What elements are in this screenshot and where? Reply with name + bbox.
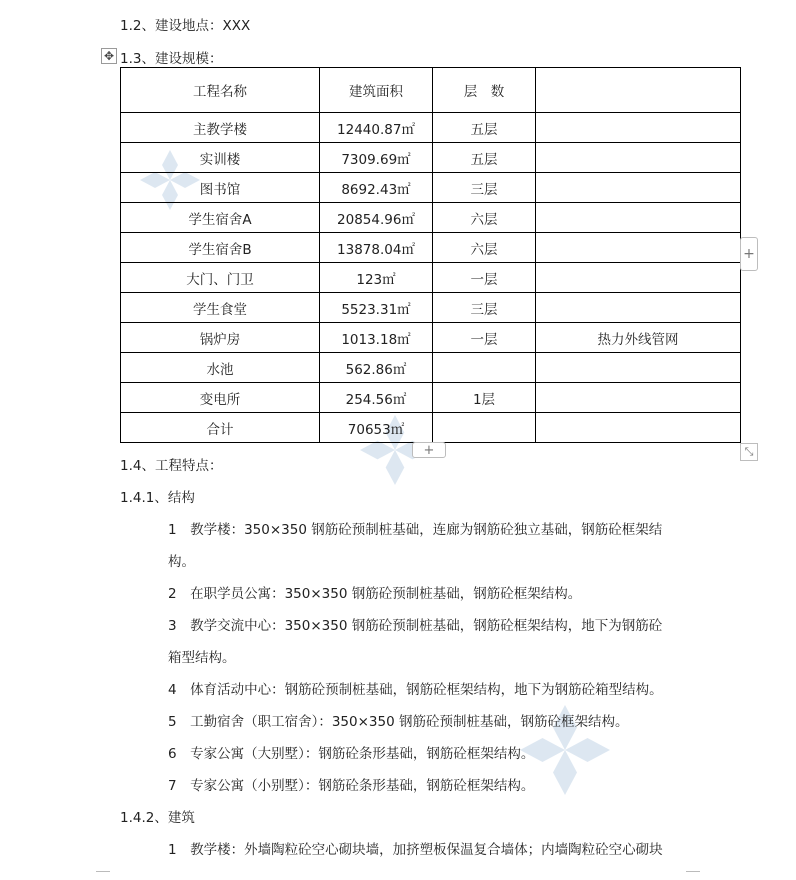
cell-floors[interactable]: 五层 [433,113,536,143]
cell-note[interactable] [536,413,741,443]
cell-name[interactable]: 实训楼 [121,143,320,173]
structure-item: 构。 [168,554,195,570]
structure-item: 7 专家公寓（小别墅）：钢筋砼条形基础，钢筋砼框架结构。 [168,778,535,794]
cell-name[interactable]: 合计 [121,413,320,443]
add-row-plus-icon[interactable]: + [412,442,446,458]
cell-floors[interactable]: 六层 [433,203,536,233]
table-row [121,383,741,413]
add-column-plus-icon[interactable]: + [740,237,758,271]
cell-area[interactable]: 1013.18㎡ [320,323,433,353]
header-floors[interactable]: 层 数 [433,68,536,113]
table-row [121,353,741,383]
cell-note[interactable] [536,293,741,323]
structure-item: 4 体育活动中心：钢筋砼预制桩基础，钢筋砼框架结构，地下为钢筋砼箱型结构。 [168,682,663,698]
table-row [121,173,741,203]
cell-floors[interactable]: 五层 [433,143,536,173]
cell-note[interactable] [536,263,741,293]
table-row [121,323,741,353]
header-name[interactable]: 工程名称 [121,68,320,113]
header-area[interactable]: 建筑面积 [320,68,433,113]
cell-note[interactable] [536,383,741,413]
cell-area[interactable]: 254.56㎡ [320,383,433,413]
cell-name[interactable]: 大门、门卫 [121,263,320,293]
cell-floors[interactable] [433,353,536,383]
cell-note[interactable] [536,113,741,143]
architecture-item: 1 教学楼：外墙陶粒砼空心砌块墙，加挤塑板保温复合墙体；内墙陶粒砼空心砌块 [168,842,663,858]
cell-floors[interactable]: 一层 [433,263,536,293]
cell-name[interactable]: 图书馆 [121,173,320,203]
scale-table [120,67,741,443]
table-row [121,143,741,173]
cell-name[interactable]: 水池 [121,353,320,383]
cell-name[interactable]: 变电所 [121,383,320,413]
cell-area[interactable]: 562.86㎡ [320,353,433,383]
resize-icon[interactable]: ⤡ [740,443,758,461]
cell-name[interactable]: 学生食堂 [121,293,320,323]
heading-structure: 1.4.1、结构 [120,490,195,506]
cell-area[interactable]: 70653㎡ [320,413,433,443]
table-row [121,263,741,293]
cell-name[interactable]: 学生宿舍B [121,233,320,263]
table-row [121,233,741,263]
move-icon[interactable]: ✥ [101,48,117,64]
cell-note[interactable]: 热力外线管网 [536,323,741,353]
cell-note[interactable] [536,203,741,233]
cell-note[interactable] [536,173,741,203]
table-row [121,293,741,323]
heading-features: 1.4、工程特点： [120,458,223,474]
cell-note[interactable] [536,233,741,263]
cell-name[interactable]: 学生宿舍A [121,203,320,233]
cell-floors[interactable]: 三层 [433,173,536,203]
cell-note[interactable] [536,143,741,173]
cell-floors[interactable]: 1层 [433,383,536,413]
cell-name[interactable]: 锅炉房 [121,323,320,353]
cell-floors[interactable] [433,413,536,443]
cell-area[interactable]: 8692.43㎡ [320,173,433,203]
cell-floors[interactable]: 一层 [433,323,536,353]
structure-item: 3 教学交流中心：350×350 钢筋砼预制桩基础，钢筋砼框架结构，地下为钢筋砼 [168,618,663,634]
cell-area[interactable]: 13878.04㎡ [320,233,433,263]
table-header-row [121,68,741,113]
cell-area[interactable]: 12440.87㎡ [320,113,433,143]
heading-architecture: 1.4.2、建筑 [120,810,195,826]
heading-location: 1.2、建设地点：XXX [120,18,251,34]
cell-area[interactable]: 5523.31㎡ [320,293,433,323]
cell-area[interactable]: 123㎡ [320,263,433,293]
heading-scale: 1.3、建设规模： [120,51,223,67]
structure-item: 箱型结构。 [168,650,236,666]
cell-note[interactable] [536,353,741,383]
header-note[interactable] [536,68,741,113]
cell-floors[interactable]: 三层 [433,293,536,323]
structure-item: 2 在职学员公寓：350×350 钢筋砼预制桩基础，钢筋砼框架结构。 [168,586,582,602]
cell-area[interactable]: 7309.69㎡ [320,143,433,173]
cell-area[interactable]: 20854.96㎡ [320,203,433,233]
cell-floors[interactable]: 六层 [433,233,536,263]
table-row [121,113,741,143]
table-row [121,203,741,233]
structure-item: 6 专家公寓（大别墅）：钢筋砼条形基础，钢筋砼框架结构。 [168,746,535,762]
cell-name[interactable]: 主教学楼 [121,113,320,143]
structure-item: 5 工勤宿舍（职工宿舍）：350×350 钢筋砼预制桩基础，钢筋砼框架结构。 [168,714,629,730]
structure-item: 1 教学楼：350×350 钢筋砼预制桩基础，连廊为钢筋砼独立基础，钢筋砼框架结 [168,522,663,538]
table-row [121,413,741,443]
